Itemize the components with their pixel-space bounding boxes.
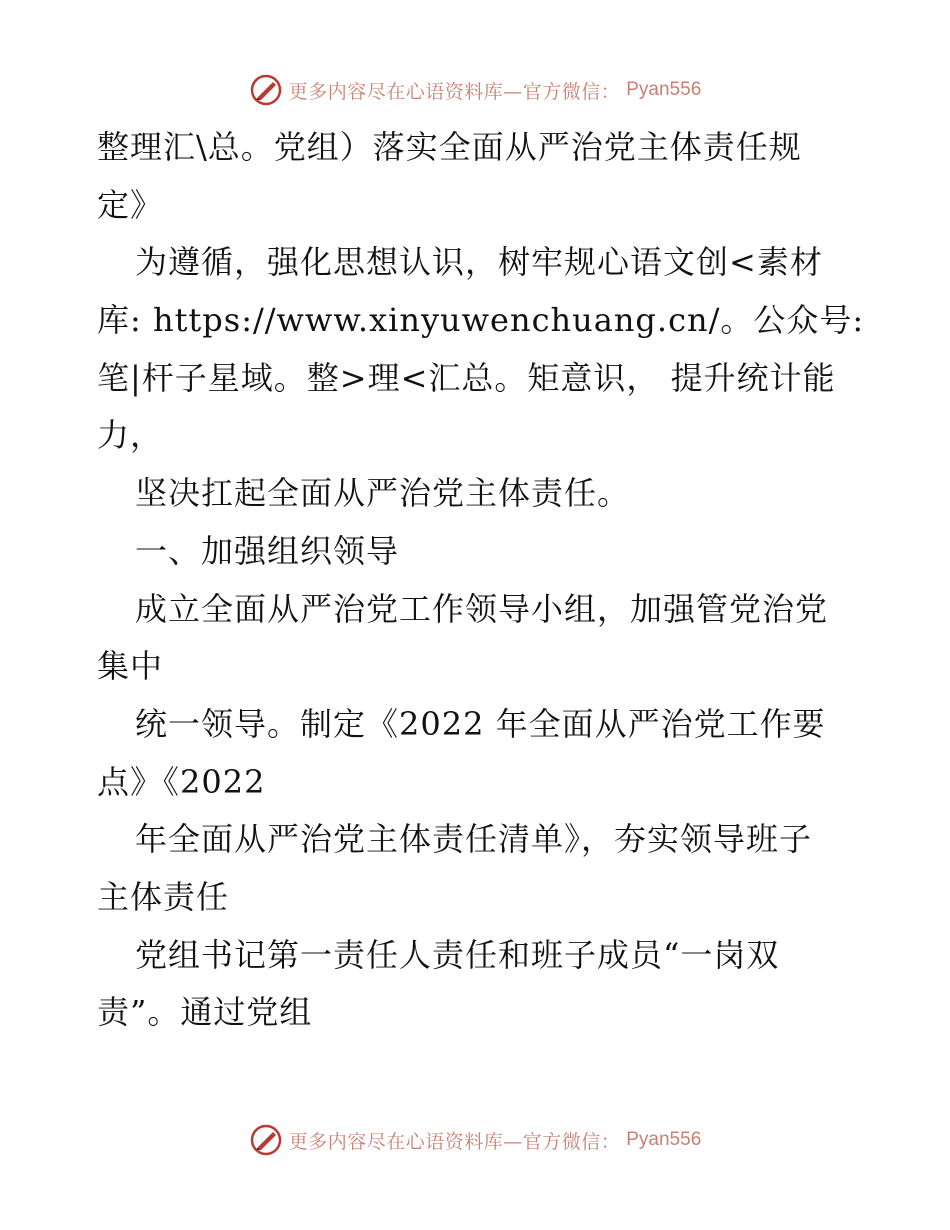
pen-logo-icon <box>249 73 283 107</box>
pen-logo-icon <box>249 1123 283 1157</box>
text-line: 主体责任 <box>97 877 230 916</box>
header-wechat-id: Pyan556 <box>626 79 702 100</box>
header-banner-text: 更多内容尽在心语资料库—官方微信： <box>288 80 621 103</box>
text-line: 定》 <box>97 185 164 224</box>
section-heading: 一、加强组织领导 <box>135 531 400 570</box>
document-body <box>97 119 865 1042</box>
text-line: 年全面从严治党主体责任清单》，夯实领导班子 <box>135 820 813 859</box>
text-line: 点》《2022 <box>97 762 266 801</box>
text-line: 库: https://www.xinyuwenchuang.cn/。公众号: <box>97 301 865 340</box>
text-line: 为遵循，强化思想认识，树牢规心语文创<素材 <box>135 243 823 282</box>
text-line: 责”。通过党组 <box>97 993 313 1032</box>
text-line: 统一领导。制定《2022 年全面从严治党工作要 <box>135 704 826 743</box>
text-line: 力， <box>97 416 164 455</box>
text-line: 集中 <box>97 647 164 686</box>
header-banner <box>0 70 950 110</box>
footer-banner-text: 更多内容尽在心语资料库—官方微信： <box>288 1130 621 1153</box>
text-line: 整理汇\总。党组）落实全面从严治党主体责任规 <box>97 128 802 166</box>
footer-wechat-id: Pyan556 <box>626 1129 702 1150</box>
text-line: 党组书记第一责任人责任和班子成员“一岗双 <box>135 935 780 974</box>
text-line: 笔|杆子星域。整>理<汇总。矩意识， 提升统计能 <box>97 358 836 397</box>
text-line: 成立全面从严治党工作领导小组，加强管党治党 <box>135 589 829 628</box>
footer-banner <box>0 1120 950 1160</box>
text-line: 坚决扛起全面从严治党主体责任。 <box>135 474 631 513</box>
